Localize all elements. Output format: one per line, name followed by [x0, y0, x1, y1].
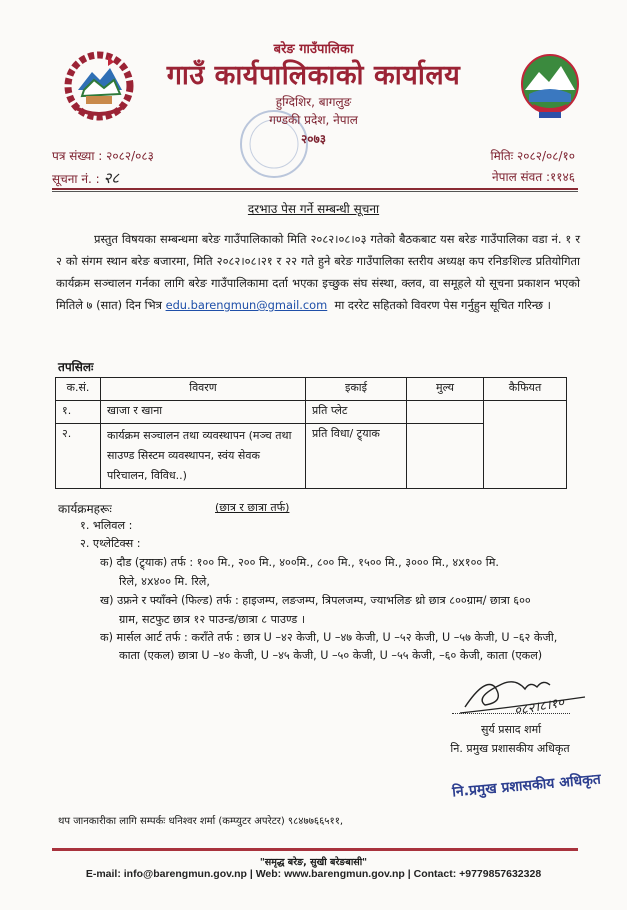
footer-slogan: "समृद्ध बरेङ, सुखी बरेङबासी": [259, 857, 368, 868]
municipality-name: बरेङ गाउँपालिका: [273, 42, 354, 57]
date: [491, 147, 576, 164]
row-desc: खाजा र खाना: [101, 401, 306, 424]
handwritten-signature: [455, 667, 595, 727]
office-title: गाउँ कार्यपालिकाको कार्यालय: [166, 60, 461, 91]
row-remark: [484, 401, 567, 489]
samvat-value: ११४६: [550, 170, 575, 184]
notice-label: सूचना नं. :: [52, 172, 100, 186]
samvat-label: नेपाल संवत :: [492, 170, 551, 184]
ref-value: २०८२/०८३: [106, 149, 154, 163]
program-item: क) दौड (ट्र्याक) तर्फ : १०० मि., २०० मि., ४००मि., ८०० मि., १५०० मि., ३००० मि., ४x१०० मि.: [100, 556, 499, 569]
footer-contact-line: E-mail: info@barengmun.gov.np | Web: www.barengmun.gov.np | Contact: +9779857632328: [85, 868, 542, 880]
row-unit: प्रति प्लेट: [306, 401, 407, 424]
signer-name: सुर्य प्रसाद शर्मा: [480, 723, 542, 736]
col-price: मुल्य: [407, 378, 484, 401]
row-desc: कार्यक्रम सञ्चालन तथा व्यवस्थापन (मञ्च तथा साउण्ड सिस्टम व्यवस्थापन, स्वंय सेवक परिचालन, विविध..): [101, 424, 306, 489]
established-year: २०७३: [301, 132, 326, 146]
table-header-row: [56, 378, 567, 401]
row-sn: २.: [56, 424, 101, 489]
program-item: रिले, ४x४०० मि. रिले,: [119, 575, 210, 588]
footer-divider: [52, 848, 578, 851]
notice-value: २८: [103, 169, 120, 187]
reference-number: [52, 147, 154, 164]
rate-table: [55, 377, 567, 489]
col-unit: इकाई: [306, 378, 407, 401]
row-price: [407, 401, 484, 424]
program-item: ग्राम, सटफुट छात्र १२ पाउन्ड/छात्रा ८ पाउण्ड ।: [119, 613, 306, 626]
nepal-samvat: [492, 168, 575, 185]
table-row: [56, 401, 567, 424]
row-unit: प्रति विधा/ ट्र्याक: [306, 424, 407, 489]
program-item: २. एथ्लेटिक्स :: [80, 537, 141, 550]
notice-subject: दरभाउ पेस गर्ने सम्बन्धी सूचना: [247, 202, 380, 216]
contact-info: थप जानकारीका लागि सम्पर्कः धनिश्वर शर्मा (कम्प्युटर अपरेटर) ९८४७७६६५११,: [58, 816, 344, 827]
signature-date: ०८२।८।१०: [513, 695, 566, 719]
programs-label: कार्यक्रमहरूः: [58, 502, 112, 516]
program-item: क) मार्सल आर्ट तर्फ : कराँते तर्फ : छात्र U –४२ केजी, U –४७ केजी, U –५२ केजी, U –५७ केजी, U –६२ केजी,: [100, 631, 558, 644]
row-price: [407, 424, 484, 489]
date-value: २०८२/०८/१०: [516, 149, 575, 163]
notice-number: [52, 168, 119, 188]
body-paragraph: प्रस्तुत विषयका सम्बन्धमा बरेङ गाउँपालिकाको मिति २०८२।०८।०३ गतेको बैठकबाट यस बरेङ गाउँपालिका वडा नं. १ र २ को संगम स्थान बरेङ बजारमा, मिति २०८२।०८।२१ र २२ गते हुने बरेङ गाउँपालिका स्तरीय अध्यक्ष कप रनिङशिल्ड प्रतियोगिता कार्यक्रम सञ्चालन गर्नका लागि बरेङ गाउँपालिकामा दर्ता भएका इच्छुक संघ संस्था, क्लव, वा समूहले यो सूचना प्रकाशन भएको मितिले ७ (सात) दिन भित्र: [56, 232, 580, 312]
designation-stamp: नि.प्रमुख प्रशासकीय अधिकृत: [451, 771, 602, 801]
program-item: काता (एकल) छात्रा U –४० केजी, U –४५ केजी, U –५० केजी, U –५५ केजी, –६० केजी, काता (एकल): [119, 649, 543, 662]
date-label: मितिः: [490, 149, 514, 163]
details-label: तपसिलः: [58, 360, 94, 374]
header-divider: [52, 188, 578, 190]
col-remark: कैफियत: [484, 378, 567, 401]
ref-label: पत्र संख्या :: [52, 149, 103, 163]
program-item: ख) उफ्रने र फ्याँक्ने (फिल्ड) तर्फ : हाइजम्प, लङजम्प, त्रिपलजम्प, ज्याभलिङ थ्रो छात्र ८००ग्राम/ छात्रा ६००: [100, 594, 531, 607]
address-line-1: हुग्दिशिर, बागलुङ: [275, 95, 352, 109]
col-sn: क.सं.: [56, 378, 101, 401]
email-link[interactable]: edu.barengmun@gmail.com: [165, 298, 328, 312]
notice-body: [56, 228, 580, 316]
programs-subtitle: (छात्र र छात्रा तर्फ): [215, 501, 290, 514]
row-sn: १.: [56, 401, 101, 424]
col-description: विवरण: [101, 378, 306, 401]
program-item: १. भलिवल :: [80, 519, 133, 532]
signer-title: नि. प्रमुख प्रशासकीय अधिकृत: [450, 742, 570, 755]
signature-line: [452, 713, 570, 714]
header-divider-thin: [52, 191, 578, 192]
body-paragraph-end: मा दररेट सहितको विवरण पेस गर्नुहुन सूचित गरिन्छ ।: [334, 298, 551, 312]
address-line-2: गण्डकी प्रदेश, नेपाल: [269, 113, 358, 127]
